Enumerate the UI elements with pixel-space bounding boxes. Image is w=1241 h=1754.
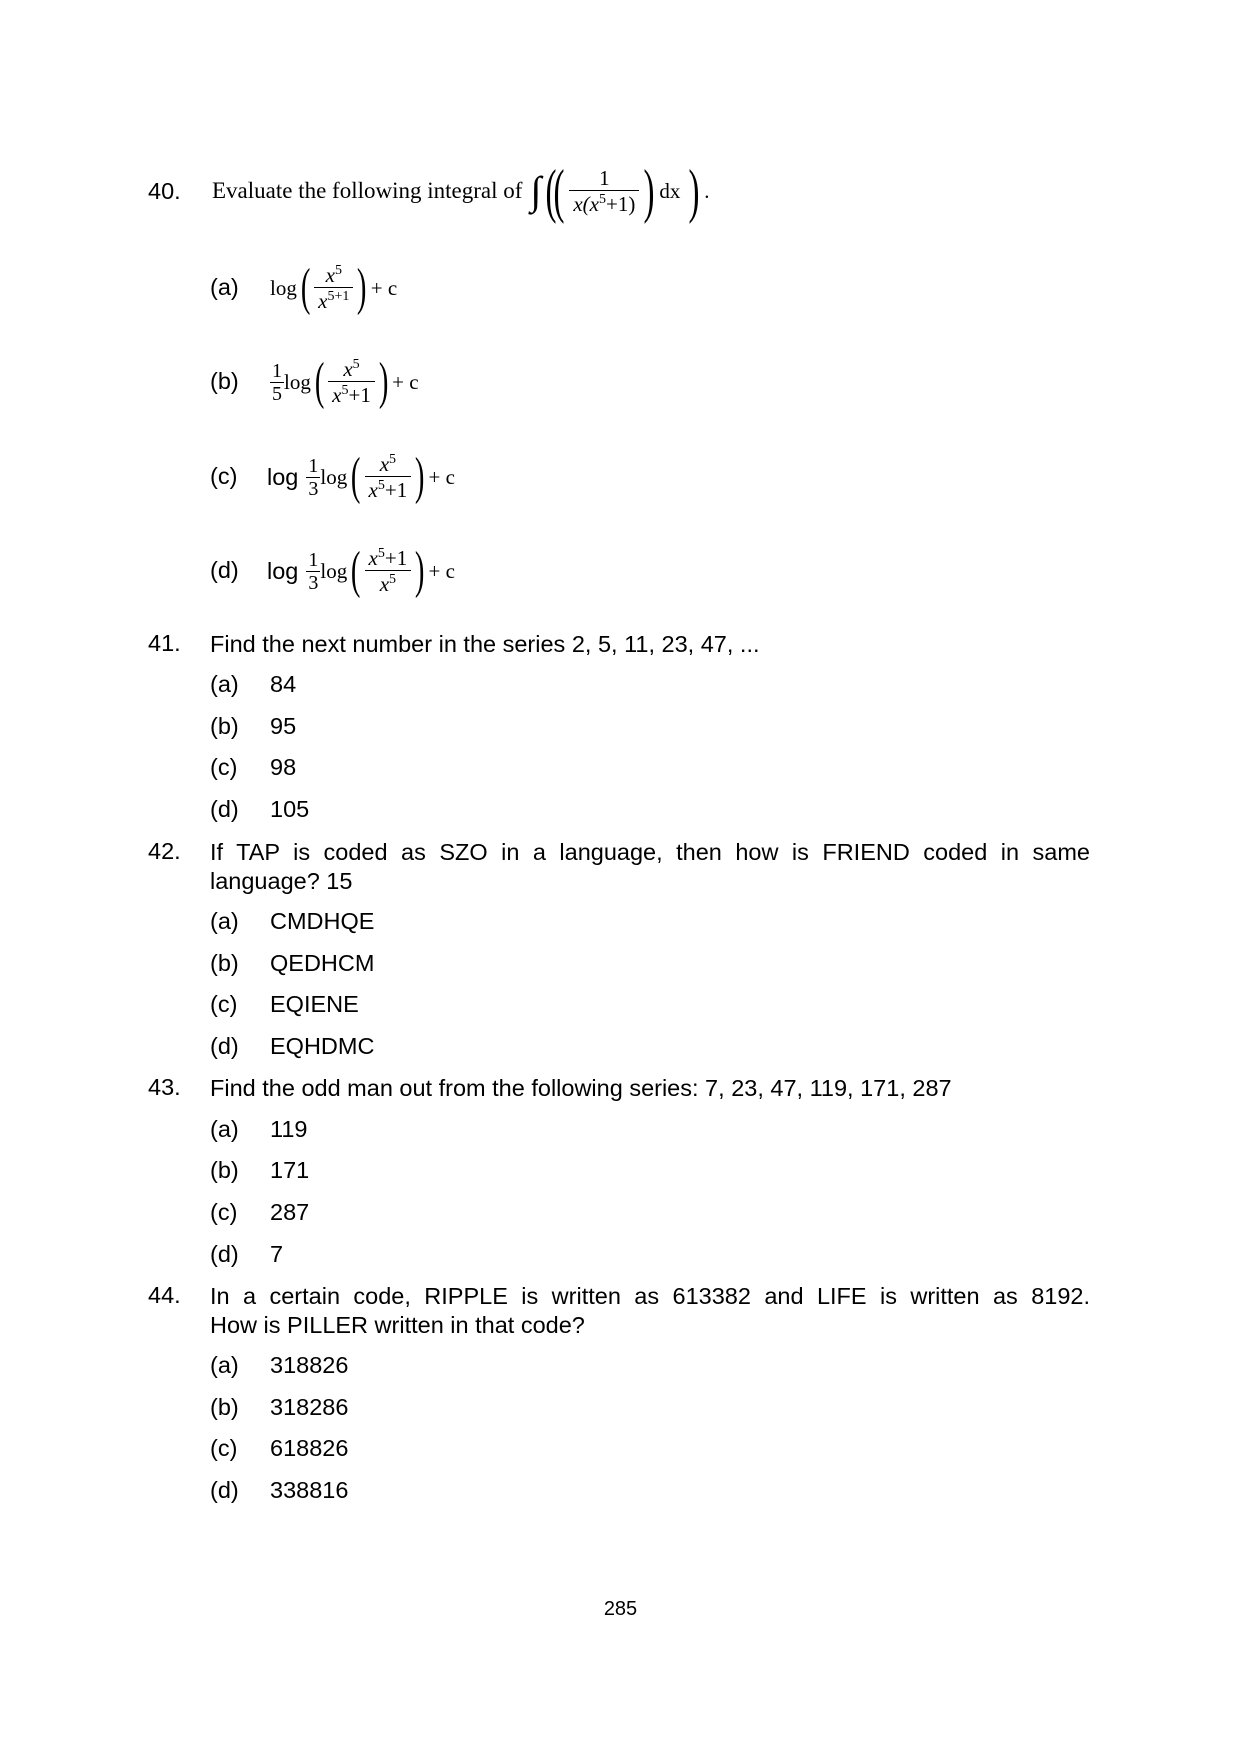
option-label: (d) [210,796,239,822]
option-label: (c) [210,463,238,489]
option-value: 95 [270,713,297,739]
option-value: 618826 [270,1435,349,1461]
question-number: 41. [148,630,181,656]
option-label: (a) [210,274,239,300]
dx: dx [659,178,681,203]
option-a-formula: log ( $\frac{x^5}{x^{5+1}}$ ) + c [270,259,398,316]
question-text-line2: language? 15 [210,868,353,894]
option-value: 105 [270,796,310,822]
integrand-fraction: $\frac{1}{x(x^5+1)}$ [569,166,639,217]
option-c-formula: log $\frac{1}{3}$ log ( $\frac{x^5}{x^5+1}$ ) + c [267,448,455,505]
option-label: (a) [210,671,239,697]
option-value: 287 [270,1199,310,1225]
option-label: (d) [210,1033,239,1059]
option-value: 338816 [270,1477,349,1503]
question-number: 40. [148,178,181,204]
question-text-line1: In a certain code, RIPPLE is written as 613382 and LIFE is written as 8192. [210,1283,1090,1309]
option-value: 318286 [270,1394,349,1420]
option-label: (b) [210,950,239,976]
option-label: (a) [210,908,239,934]
option-label: (a) [210,1352,239,1378]
option-label: (c) [210,754,238,780]
option-value: 7 [270,1241,284,1267]
option-label: (d) [210,1241,239,1267]
integral-symbol: ∫ [530,168,542,213]
option-d-formula: log $\frac{1}{3}$ log ( $\frac{x^5+1}{x^5}$ ) + c [267,542,455,599]
option-label: (c) [210,1435,238,1461]
question-stem: Evaluate the following integral of [212,178,523,203]
option-value: EQIENE [270,991,359,1017]
option-value: 318826 [270,1352,349,1378]
question-number: 44. [148,1282,181,1308]
option-label: (b) [210,1394,239,1420]
option-label: (a) [210,1116,239,1142]
option-value: 98 [270,754,297,780]
question-number: 42. [148,838,181,864]
option-label: (d) [210,557,239,583]
option-value: 171 [270,1157,310,1183]
question-text-line1: If TAP is coded as SZO in a language, then how is FRIEND coded in same [210,839,1090,865]
question-text: Find the next number in the series 2, 5, 11, 23, 47, ... [210,631,760,657]
option-value: EQHDMC [270,1033,375,1059]
option-value: QEDHCM [270,950,375,976]
option-label: (d) [210,1477,239,1503]
option-value: 84 [270,671,297,697]
page-number: 285 [603,1598,638,1620]
option-label: (b) [210,368,239,394]
option-b-formula: $\frac{1}{5}$ log ( $\frac{x^5}{x^5+1}$ ) + c [272,353,419,410]
option-label: (b) [210,1157,239,1183]
option-label: (c) [210,991,238,1017]
question-text: Evaluate the following integral of ∫ ( ( $\frac{1}{x(x^5+1)}$ ) dx ) . [212,158,710,224]
question-text-line2: How is PILLER written in that code? [210,1312,585,1338]
question-number: 43. [148,1074,181,1100]
question-text: Find the odd man out from the following series: 7, 23, 47, 119, 171, 287 [210,1075,952,1101]
option-value: 119 [270,1116,308,1142]
option-label: (b) [210,713,239,739]
option-value: CMDHQE [270,908,375,934]
option-label: (c) [210,1199,238,1225]
